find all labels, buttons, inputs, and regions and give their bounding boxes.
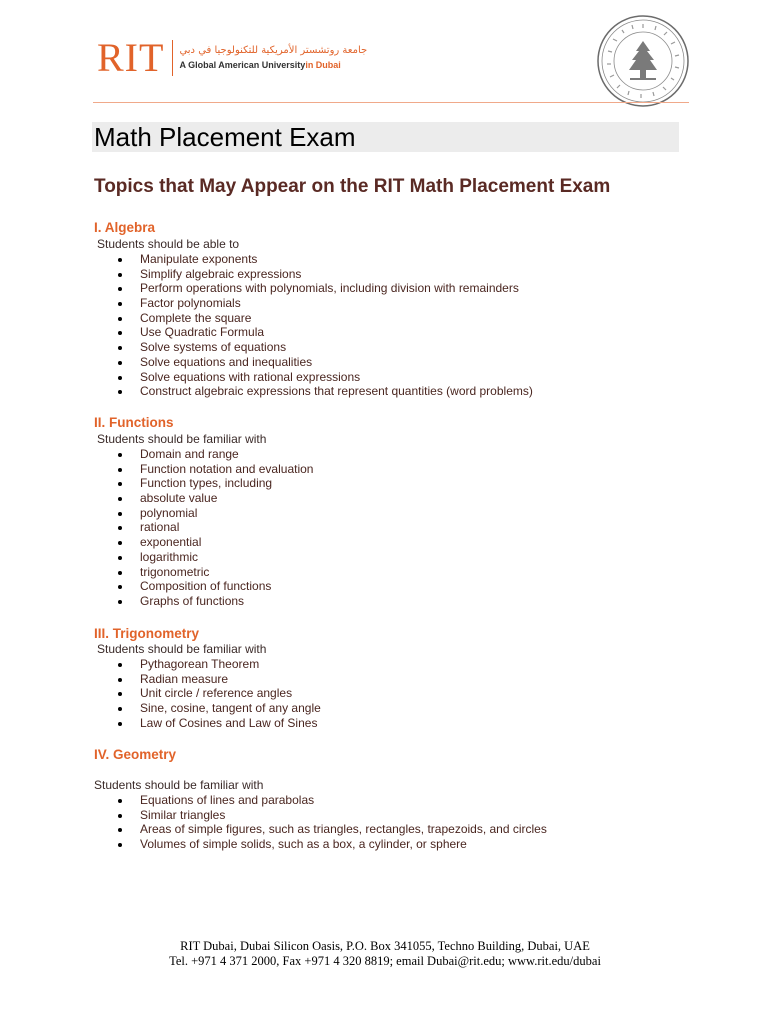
section-intro-functions: Students should be familiar with	[97, 432, 267, 446]
algebra-topic-list	[0, 252, 533, 399]
list-item: Pythagorean Theorem	[0, 657, 321, 672]
list-item: Solve equations with rational expressions	[0, 370, 533, 385]
logo-rit-wordmark: RIT	[97, 35, 165, 80]
list-item: Equations of lines and parabolas	[0, 793, 547, 808]
list-item: Law of Cosines and Law of Sines	[0, 716, 321, 731]
section-intro-geometry: Students should be familiar with	[94, 778, 264, 792]
list-item: Manipulate exponents	[0, 252, 533, 267]
list-item: Solve equations and inequalities	[0, 355, 533, 370]
title-bar	[92, 122, 679, 152]
section-heading-algebra: I. Algebra	[94, 220, 156, 235]
list-item: Use Quadratic Formula	[0, 325, 533, 340]
section-heading-functions: II. Functions	[94, 415, 174, 430]
rit-dubai-logo	[97, 35, 368, 80]
section-intro-algebra: Students should be able to	[97, 237, 240, 251]
logo-tagline-accent: in Dubai	[305, 60, 341, 70]
list-item: polynomial	[0, 506, 313, 521]
list-item: Perform operations with polynomials, including division with remainders	[0, 281, 533, 296]
trigonometry-topic-list	[0, 657, 321, 730]
page-header	[0, 0, 770, 108]
list-item: Construct algebraic expressions that represent quantities (word problems)	[0, 384, 533, 399]
list-item: Graphs of functions	[0, 594, 313, 609]
list-item: Unit circle / reference angles	[0, 686, 321, 701]
list-item: Factor polynomials	[0, 296, 533, 311]
list-item: Sine, cosine, tangent of any angle	[0, 701, 321, 716]
logo-text	[179, 44, 367, 72]
list-item: Radian measure	[0, 672, 321, 687]
list-item: Volumes of simple solids, such as a box, a cylinder, or sphere	[0, 837, 547, 852]
list-item: logarithmic	[0, 550, 313, 565]
list-item: Complete the square	[0, 311, 533, 326]
list-item: trigonometric	[0, 565, 313, 580]
list-item: Areas of simple figures, such as triangles, rectangles, trapezoids, and circles	[0, 822, 547, 837]
footer-address: RIT Dubai, Dubai Silicon Oasis, P.O. Box 341055, Techno Building, Dubai, UAE	[180, 939, 590, 953]
geometry-topic-list	[0, 793, 547, 852]
list-item: Simplify algebraic expressions	[0, 267, 533, 282]
footer-contact: Tel. +971 4 371 2000, Fax +971 4 320 8819; email Dubai@rit.edu; www.rit.edu/dubai	[169, 954, 601, 968]
page-title: Math Placement Exam	[94, 122, 356, 152]
list-item: rational	[0, 520, 313, 535]
logo-divider	[172, 40, 173, 76]
logo-tagline	[179, 58, 367, 72]
section-heading-trigonometry: III. Trigonometry	[94, 626, 200, 641]
functions-topic-list	[0, 447, 313, 609]
list-item: Solve systems of equations	[0, 340, 533, 355]
list-item: Function types, including	[0, 476, 313, 491]
list-item: Similar triangles	[0, 808, 547, 823]
section-heading-geometry: IV. Geometry	[94, 747, 177, 762]
logo-arabic-name: جامعة روتشستر الأمريكية للتكنولوجيا في دبي	[179, 45, 368, 56]
logo-tagline-main: A Global American University	[179, 60, 306, 70]
section-intro-trigonometry: Students should be familiar with	[97, 642, 267, 656]
page-subtitle: Topics that May Appear on the RIT Math Placement Exam	[94, 176, 611, 197]
rit-seal-icon	[596, 14, 690, 108]
list-item: Composition of functions	[0, 579, 313, 594]
list-item: Function notation and evaluation	[0, 462, 313, 477]
header-divider	[93, 102, 689, 103]
list-item: absolute value	[0, 491, 313, 506]
list-item: Domain and range	[0, 447, 313, 462]
list-item: exponential	[0, 535, 313, 550]
